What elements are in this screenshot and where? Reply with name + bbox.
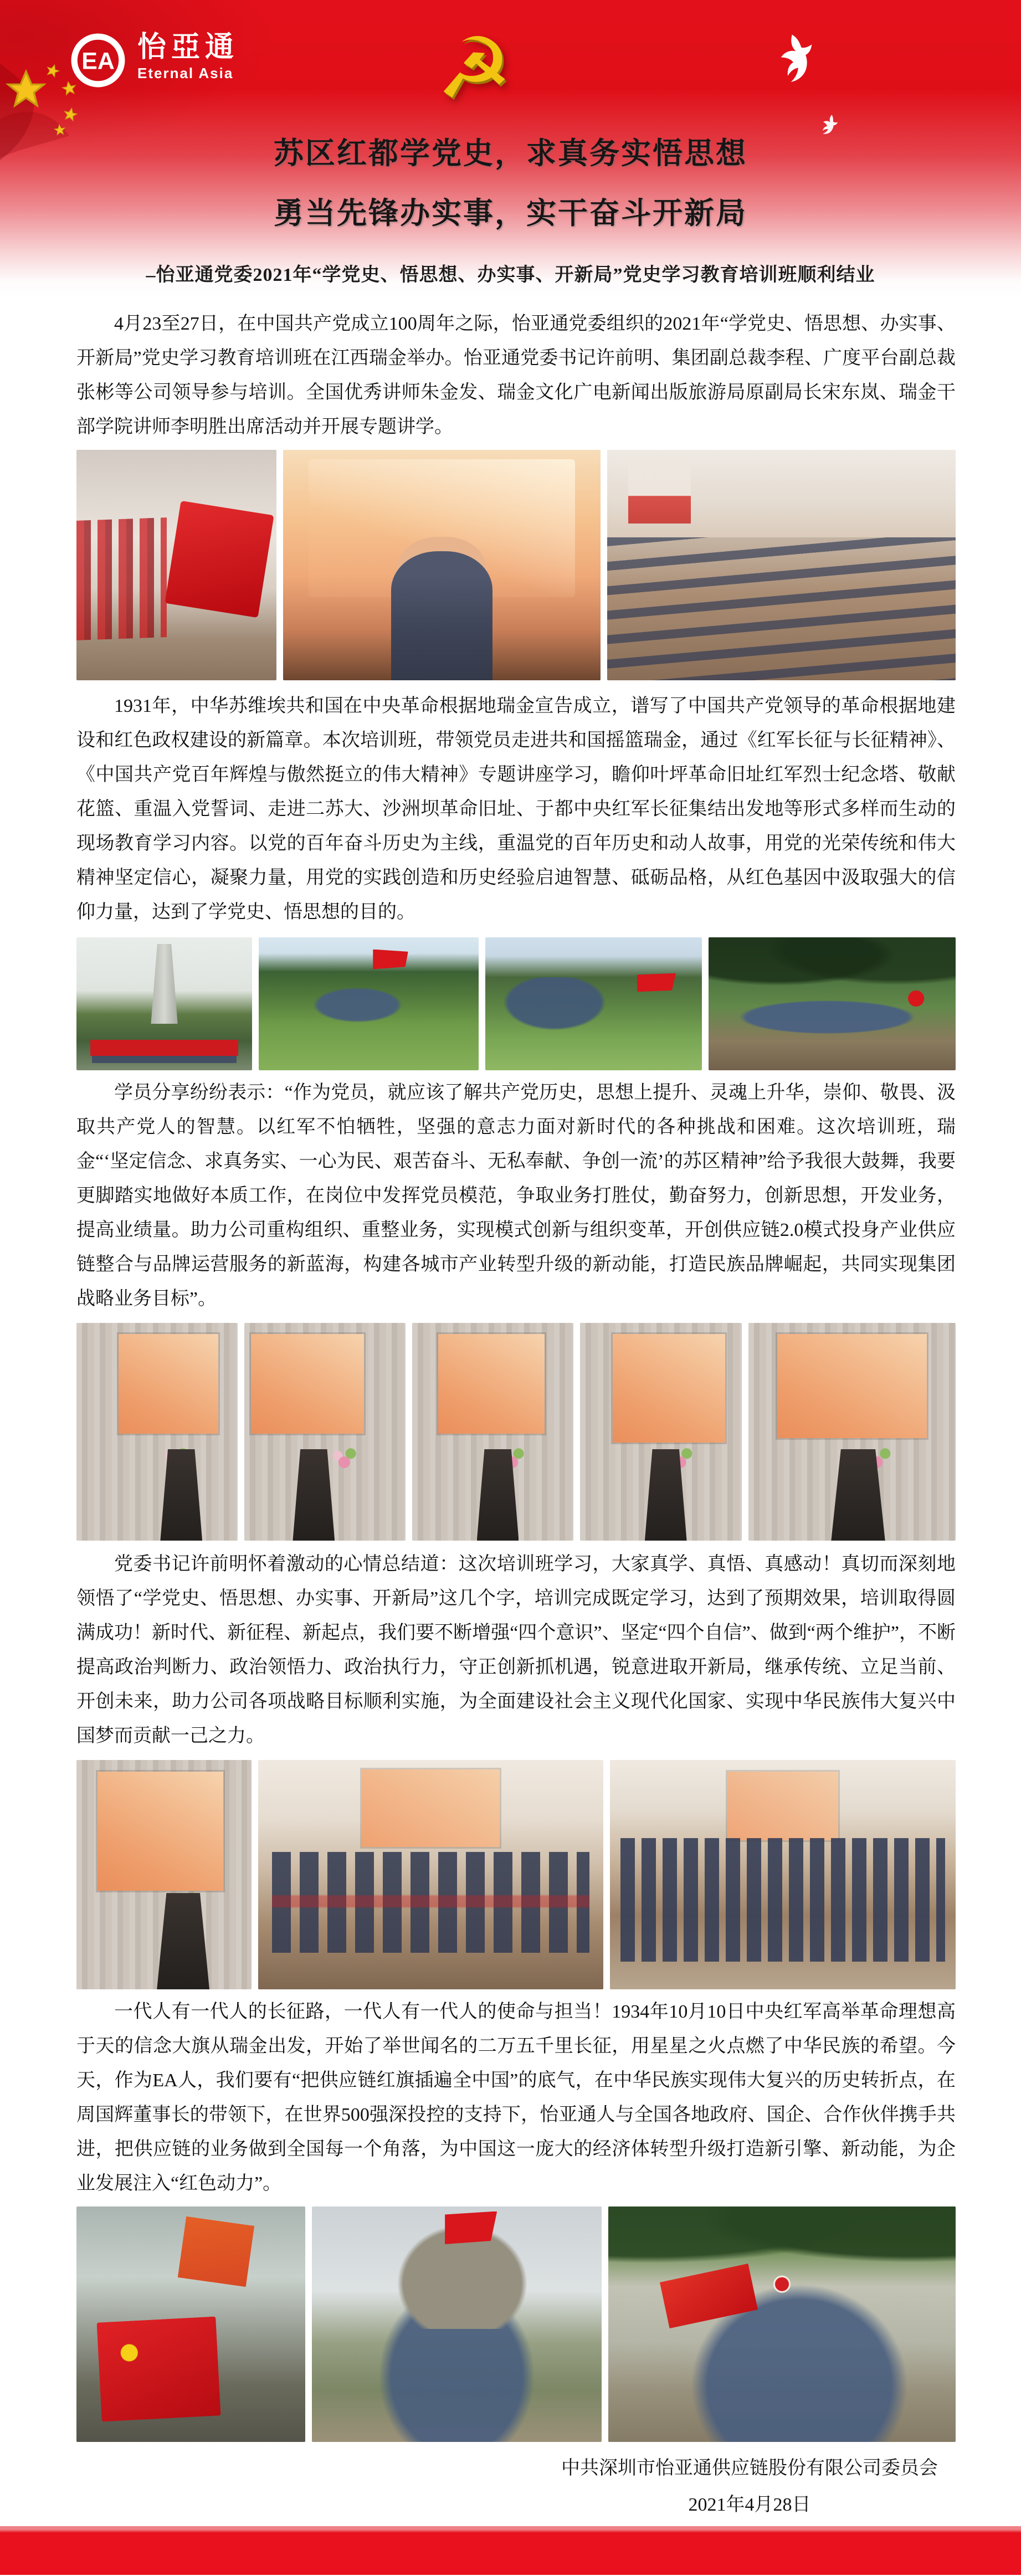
- photo-ceremony-speech-4: [580, 1323, 741, 1541]
- photo-gallery-4: [76, 1760, 956, 1989]
- svg-text:EA: EA: [81, 48, 115, 75]
- company-logo: [70, 32, 239, 89]
- photo-ceremony-speech-5: [748, 1323, 956, 1541]
- header-banner: [0, 0, 1021, 299]
- page-footer: [0, 2456, 1021, 2575]
- footer-signature-block: [522, 2456, 977, 2517]
- paragraph-5: 一代人有一代人的长征路，一代人有一代人的使命与担当！1934年10月10日中央红军高举革命理想高于天的信念大旗从瑞金出发，开始了举世闻名的二万五千里长征，用星星之火点燃了中华民族的希望。今天，作为EA人，我们要有“把供应链红旗插遍全中国”的底气，在中华民族实现伟大复兴的历史转折点，在周国辉董事长的带领下，在世界500强深投控的支持下，怡亚通人与全国各地政府、国企、合作伙伴携手共进，把供应链的业务做到全国每一个角落，为中国这一庞大的经济体转型升级打造新引擎、新动能，为企业发展注入“红色动力”。: [76, 2002, 956, 2194]
- paragraph-2: 1931年，中华苏维埃共和国在中央革命根据地瑞金宣告成立，谱写了中国共产党领导的革命根据地建设和红色政权建设的新篇章。本次培训班，带领党员走进共和国摇篮瑞金，通过《红军长征与长征精神》、《中国共产党百年辉煌与傲然挺立的伟大精神》专题讲座学习，瞻仰叶坪革命旧址红军烈士纪念塔、敬献花篮、重温入党誓词、走进二苏大、沙洲坝革命旧址、于都中央红军长征集结出发地等形式多样而生动的现场教育学习内容。以党的百年奋斗历史为主线，重温党的百年历史和动人故事，用党的光荣传统和伟大精神坚定信心，凝聚力量，用党的实践创造和历史经验启迪智慧、砥砺品格，从红色基因中汲取强大的信仰力量，达到了学党史、悟思想的目的。: [76, 696, 956, 922]
- photo-statues-group: [312, 2206, 602, 2442]
- logo-text: [137, 32, 239, 82]
- paragraph-4: 党委书记许前明怀着激动的心情总结道：这次培训班学习，大家真学、真悟、真感动！真切而深刻地领悟了“学党史、悟思想、办实事、开新局”这几个字，培训完成既定学习，达到了预期效果，培训取得圆满成功！新时代、新征程、新起点，我们要不断增强“四个意识”、坚定“四个自信”、做到“两个维护”，不断提高政治判断力、政治领悟力、政治执行力，守正创新抓机遇，锐意进取开新局，继承传统、立足当前、开创未来，助力公司各项战略目标顺利实施，为全面建设社会主义现代化国家、实现中华民族伟大复兴中国梦而贡献一己之力。: [76, 1554, 956, 1746]
- photo-ceremony-speech-1: [76, 1323, 238, 1541]
- footer-red-bar: [0, 2526, 1021, 2575]
- photo-certificates-group: [258, 1760, 604, 1989]
- page-subtitle: –怡亚通党委2021年“学党史、悟思想、办实事、开新局”党史学习教育培训班顺利结业: [146, 265, 875, 285]
- paragraph-1: 4月23至27日，在中国共产党成立100周年之际，怡亚通党委组织的2021年“学党史、悟思想、办实事、开新局”党史学习教育培训班在江西瑞金举办。怡亚通党委书记许前明、集团副总裁李程、广度平台副总裁张彬等公司领导参与培训。全国优秀讲师朱金发、瑞金文化广电新闻出版旅游局原副局长宋东岚、瑞金干部学院讲师李明胜出席活动并开展专题讲学。: [76, 314, 956, 437]
- photo-secretary-summary: [76, 1760, 252, 1989]
- logo-name-en: Eternal Asia: [137, 64, 234, 81]
- photo-martyrs-monument: [76, 937, 252, 1070]
- photo-gallery-5: [76, 2206, 956, 2442]
- paragraph-3: 学员分享纷纷表示：“作为党员，就应该了解共产党历史，思想上提升、灵魂上升华，崇仰、敬畏、汲取共产党人的智慧。以红军不怕牺牲，坚强的意志力面对新时代的各种挑战和困难。这次培训班，瑞金“‘坚定信念、求真务实、一心为民、艰苦奋斗、无私奉献、争创一流’的苏区精神”给予我很大鼓舞，我要更脚踏实地做好本质工作，在岗位中发挥党员模范，争取业务打胜仗，勤奋努力，创新思想，开发业务，提高业绩量。助力公司重构组织、重整业务，实现模式创新与组织变革，开创供应链2.0模式投身产业供应链整合与品牌运营服务的新蓝海，构建各城市产业转型升级的新动能，打造民族品牌崛起，共同实现集团战略业务目标”。: [76, 1082, 956, 1309]
- photo-oath-classroom: [607, 450, 956, 680]
- photo-gallery-1: [76, 450, 956, 680]
- logo-name-cn: 怡亞通: [137, 31, 239, 63]
- page-title-line2: 勇当先锋办实事，实干奋斗开新局: [274, 197, 747, 230]
- photo-gallery-2: [76, 937, 956, 1070]
- footer-date: 2021年4月28日: [688, 2495, 811, 2515]
- photo-flag-handover: [76, 450, 276, 680]
- photo-redarmy-march: [259, 937, 478, 1070]
- photo-ceremony-speech-2: [244, 1323, 406, 1541]
- photo-revolution-site: [608, 2206, 956, 2442]
- dove-icon: [774, 32, 812, 88]
- photo-party-flag-memorial: [76, 2206, 305, 2442]
- photo-opening-speech: [283, 450, 601, 680]
- ea-logo-icon: [70, 32, 126, 89]
- party-emblem-icon: ☭: [437, 19, 512, 117]
- footer-committee: 中共深圳市怡亚通供应链股份有限公司委员会: [561, 2458, 938, 2478]
- page-title-line1: 苏区红都学党史，求真务实悟思想: [274, 137, 747, 170]
- photo-gallery-3: [76, 1323, 956, 1541]
- article-body: [0, 307, 1021, 2442]
- photo-redarmy-trees: [709, 937, 956, 1070]
- photo-ceremony-speech-3: [412, 1323, 573, 1541]
- photo-ceremony-group: [610, 1760, 956, 1989]
- photo-redarmy-salute: [485, 937, 702, 1070]
